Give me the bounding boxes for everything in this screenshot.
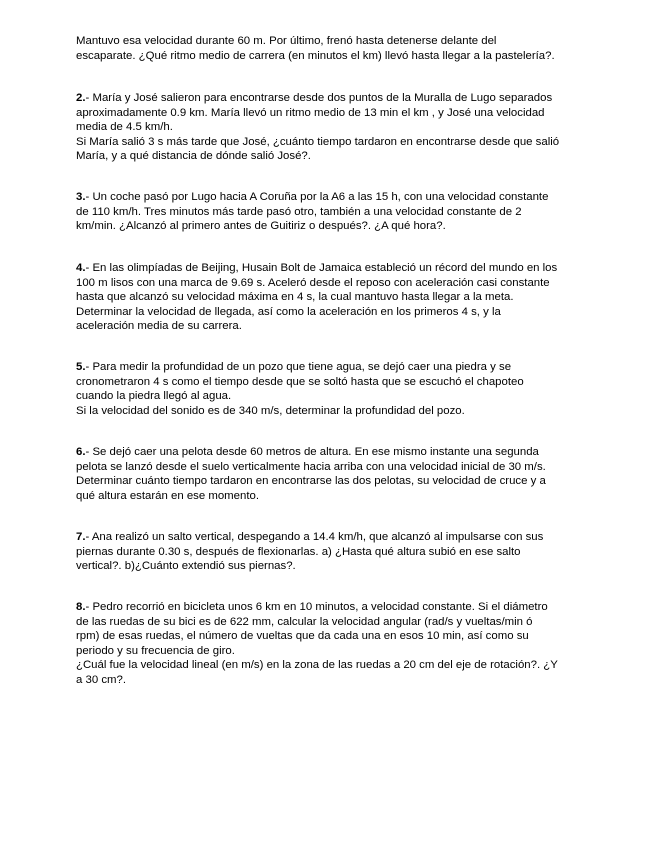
problem-3-number: 3.	[76, 191, 86, 203]
intro-line-1: Mantuvo esa velocidad durante 60 m. Por último, frenó hasta detenerse delante del	[76, 35, 497, 47]
problem-7-line-2: piernas durante 0.30 s, después de flexionarlas. a) ¿Hasta qué altura subió en ese salto	[76, 545, 521, 558]
intro-paragraph	[76, 34, 555, 63]
problem-8-number: 8.	[76, 601, 86, 613]
problem-4-line-5: aceleración media de su carrera.	[76, 320, 242, 332]
problem-7-line-1	[76, 530, 543, 545]
problem-4-line-2: 100 m lisos con una marca de 9.69 s. Aceleró desde el reposo con aceleración casi constante	[76, 276, 550, 289]
problem-7-text-1: - Ana realizó un salto vertical, despegando a 14.4 km/h, que alcanzó al impulsarse con sus	[85, 531, 544, 543]
problem-5-number: 5.	[76, 361, 86, 373]
problem-6-line-1	[76, 445, 546, 460]
problem-4-number: 4.	[76, 262, 86, 274]
problem-6-number: 6.	[76, 446, 86, 458]
problem-8-line-6: a 30 cm?.	[76, 673, 127, 686]
problem-8-line-3: rpm) de esas ruedas, el número de vueltas que da cada una en esos 10 min, así como su	[76, 630, 529, 642]
problem-5-line-1	[76, 360, 524, 375]
problem-6-text-1: - Se dejó caer una pelota desde 60 metros de altura. En ese mismo instante una segunda	[85, 446, 539, 458]
problem-7	[76, 530, 543, 574]
problem-2-line-4: Si María salió 3 s más tarde que José, ¿cuánto tiempo tardaron en encontrarse desde que salió	[76, 135, 560, 148]
problem-5	[76, 360, 524, 418]
problem-8-text-1: - Pedro recorrió en bicicleta unos 6 km en 10 minutos, a velocidad constante. Si el diámetro	[85, 601, 548, 613]
problem-6-line-2: pelota se lanzó desde el suelo verticalmente hacia arriba con una velocidad inicial de 30 m/s.	[76, 460, 546, 473]
problem-3	[76, 190, 548, 234]
intro-line-2: escaparate. ¿Qué ritmo medio de carrera (en minutos el km) llevó hasta llegar a la pastelería?.	[76, 49, 555, 62]
problem-7-line-3: vertical?. b)¿Cuánto extendió sus piernas?.	[76, 560, 296, 572]
problem-2-line-5: María, y a qué distancia de dónde salió José?.	[76, 150, 311, 162]
problem-4-line-4: Determinar la velocidad de llegada, así como la aceleración en los primeros 4 s, y la	[76, 305, 501, 318]
problem-2-text-1: - María y José salieron para encontrarse desde dos puntos de la Muralla de Lugo separados	[85, 92, 553, 104]
problem-2-number: 2.	[76, 92, 86, 104]
problem-5-line-3: cuando la piedra llegó al agua.	[76, 390, 232, 402]
problem-8	[76, 600, 558, 687]
problem-7-number: 7.	[76, 531, 86, 543]
problem-4-line-3: hasta que alcanzó su velocidad máxima en 4 s, la cual mantuvo hasta llegar a la meta.	[76, 291, 514, 303]
problem-4-line-1	[76, 261, 557, 276]
problem-6-line-3: Determinar cuánto tiempo tardaron en encontrarse las dos pelotas, su velocidad de cruce y a	[76, 475, 546, 487]
problem-8-line-1	[76, 600, 558, 615]
problem-8-line-2: de las ruedas de su bici es de 622 mm, calcular la velocidad angular (rad/s y vueltas/min ó	[76, 615, 533, 628]
problem-5-line-4: Si la velocidad del sonido es de 340 m/s, determinar la profundidad del pozo.	[76, 404, 465, 417]
problem-2	[76, 91, 559, 164]
problem-2-line-3: media de 4.5 km/h.	[76, 121, 173, 133]
problem-3-line-1	[76, 190, 548, 205]
problem-8-line-5: ¿Cuál fue la velocidad lineal (en m/s) en la zona de las ruedas a 20 cm del eje de rotación?. ¿Y	[76, 659, 558, 671]
problem-2-line-1	[76, 91, 559, 106]
problem-2-line-2: aproximadamente 0.9 km. María llevó un ritmo medio de 13 min el km , y José una velocidad	[76, 106, 545, 119]
problem-4	[76, 261, 557, 334]
problem-3-line-3: km/min. ¿Alcanzó al primero antes de Guitiriz o después?. ¿A qué hora?.	[76, 220, 446, 232]
problem-8-line-4: periodo y su frecuencia de giro.	[76, 644, 235, 657]
problem-3-text-1: - Un coche pasó por Lugo hacia A Coruña por la A6 a las 15 h, con una velocidad constante	[85, 191, 549, 203]
problem-5-text-1: - Para medir la profundidad de un pozo que tiene agua, se dejó caer una piedra y se	[85, 361, 512, 373]
problem-6	[76, 445, 546, 503]
problem-3-line-2: de 110 km/h. Tres minutos más tarde pasó otro, también a una velocidad constante de 2	[76, 205, 522, 218]
problem-5-line-2: cronometraron 4 s como el tiempo desde que se soltó hasta que se escuchó el chapoteo	[76, 375, 524, 388]
problem-4-text-1: - En las olimpíadas de Beijing, Husain Bolt de Jamaica estableció un récord del mundo en los	[85, 262, 558, 274]
problem-6-line-4: qué altura estarán en ese momento.	[76, 489, 259, 502]
